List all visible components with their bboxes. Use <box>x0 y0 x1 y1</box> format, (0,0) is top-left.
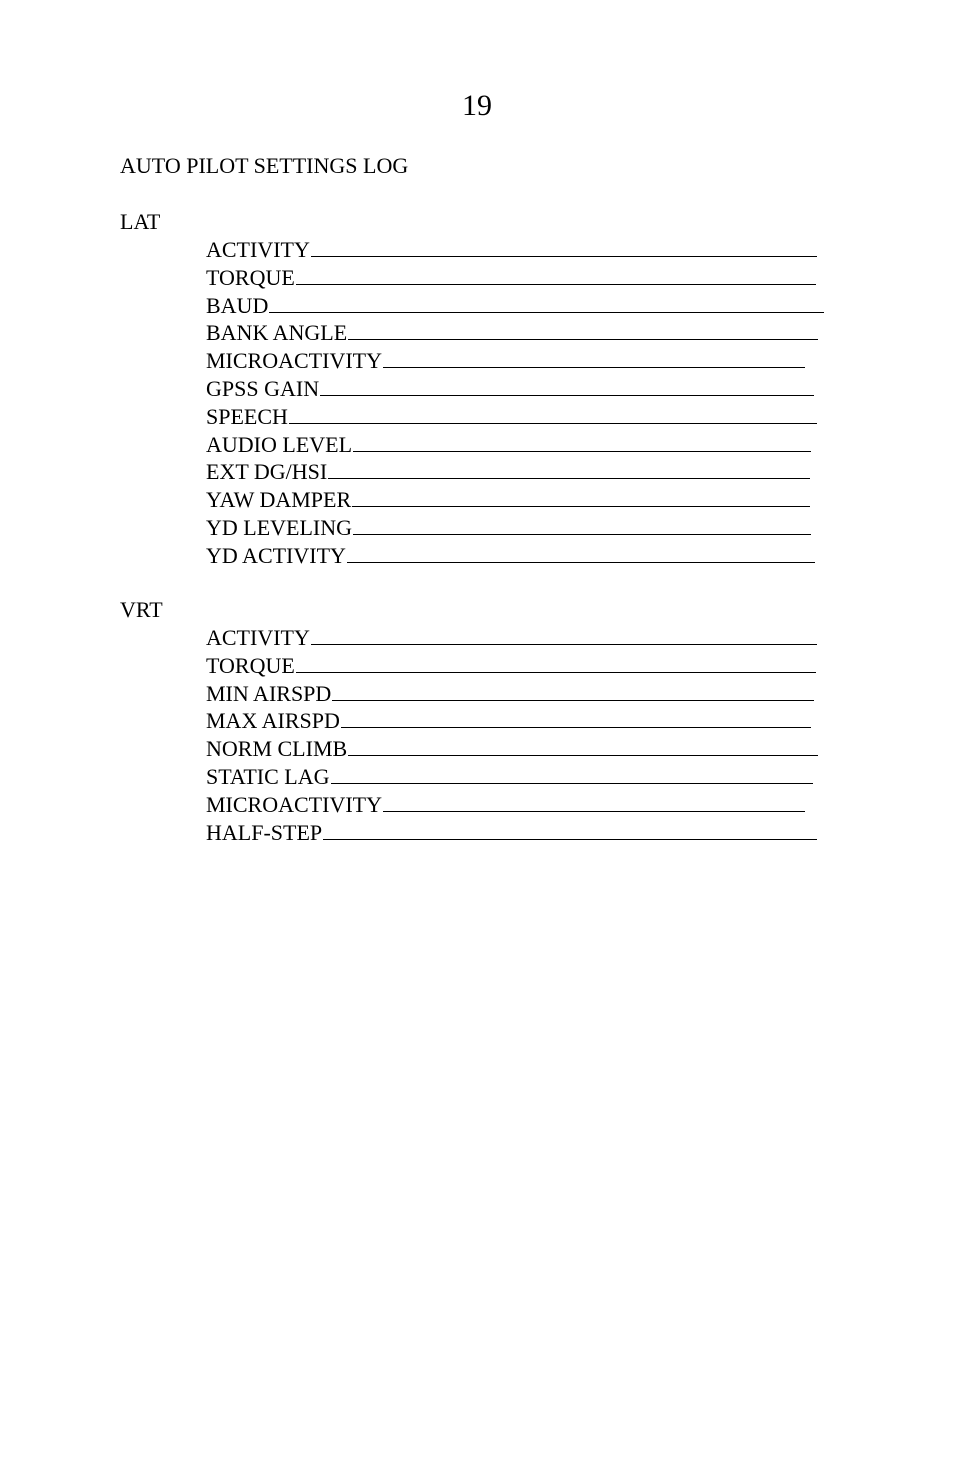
fill-in-blank[interactable] <box>341 708 811 728</box>
field-label: TORQUE <box>206 652 295 678</box>
vrt-field-activity <box>206 624 818 652</box>
lat-field-bank-angle <box>206 319 824 347</box>
field-label: TORQUE <box>206 264 295 290</box>
field-label: NORM CLIMB <box>206 736 348 762</box>
lat-section <box>120 208 738 570</box>
document-title: AUTO PILOT SETTINGS LOG <box>120 153 409 178</box>
lat-field-list <box>206 236 824 570</box>
fill-in-blank[interactable] <box>311 625 817 645</box>
field-label: MICROACTIVITY <box>206 348 382 374</box>
lat-field-ext-dg-hsi <box>206 458 824 486</box>
lat-section-heading: LAT <box>120 209 161 234</box>
fill-in-blank[interactable] <box>328 459 810 479</box>
vrt-field-max-airspd <box>206 707 818 735</box>
fill-in-blank[interactable] <box>383 792 805 812</box>
fill-in-blank[interactable] <box>383 348 805 368</box>
fill-in-blank[interactable] <box>289 404 817 424</box>
fill-in-blank[interactable] <box>320 376 814 396</box>
lat-field-yd-leveling <box>206 514 824 542</box>
lat-field-speech <box>206 403 824 431</box>
fill-in-blank[interactable] <box>311 237 817 257</box>
vrt-section <box>120 596 732 846</box>
fill-in-blank[interactable] <box>352 487 810 507</box>
vrt-field-norm-climb <box>206 735 818 763</box>
field-label: YD ACTIVITY <box>206 542 346 568</box>
fill-in-blank[interactable] <box>348 320 818 340</box>
vrt-field-min-airspd <box>206 680 818 708</box>
field-label: BANK ANGLE <box>206 320 348 346</box>
field-label: SPEECH <box>206 403 288 429</box>
vrt-field-half-step <box>206 819 818 847</box>
lat-field-yd-activity <box>206 542 824 570</box>
fill-in-blank[interactable] <box>348 736 818 756</box>
vrt-field-microactivity <box>206 791 818 819</box>
fill-in-blank[interactable] <box>347 543 815 563</box>
field-label: MICROACTIVITY <box>206 791 382 817</box>
field-label: EXT DG/HSI <box>206 459 328 485</box>
lat-field-yaw-damper <box>206 486 824 514</box>
vrt-field-list <box>206 624 818 846</box>
field-label: STATIC LAG <box>206 763 330 789</box>
lat-field-activity <box>206 236 824 264</box>
field-label: AUDIO LEVEL <box>206 431 353 457</box>
field-label: GPSS GAIN <box>206 375 320 401</box>
field-label: ACTIVITY <box>206 237 310 262</box>
field-label: MIN AIRSPD <box>206 680 332 706</box>
lat-field-gpss-gain <box>206 375 824 403</box>
field-label: BAUD <box>206 292 269 318</box>
lat-field-baud <box>206 292 824 320</box>
field-label: HALF-STEP <box>206 819 323 845</box>
page-number: 19 <box>462 89 492 122</box>
vrt-field-static-lag <box>206 763 818 791</box>
vrt-section-heading: VRT <box>120 597 163 622</box>
fill-in-blank[interactable] <box>269 293 824 313</box>
vrt-field-torque <box>206 652 818 680</box>
fill-in-blank[interactable] <box>331 764 813 784</box>
fill-in-blank[interactable] <box>353 515 811 535</box>
fill-in-blank[interactable] <box>353 432 811 452</box>
field-label: YD LEVELING <box>206 514 353 540</box>
fill-in-blank[interactable] <box>323 820 817 840</box>
lat-field-audio-level <box>206 431 824 459</box>
field-label: YAW DAMPER <box>206 487 352 513</box>
fill-in-blank[interactable] <box>296 265 816 285</box>
fill-in-blank[interactable] <box>332 681 814 701</box>
field-label: MAX AIRSPD <box>206 708 340 734</box>
field-label: ACTIVITY <box>206 625 310 650</box>
fill-in-blank[interactable] <box>296 653 816 673</box>
lat-field-torque <box>206 264 824 292</box>
lat-field-microactivity <box>206 347 824 375</box>
